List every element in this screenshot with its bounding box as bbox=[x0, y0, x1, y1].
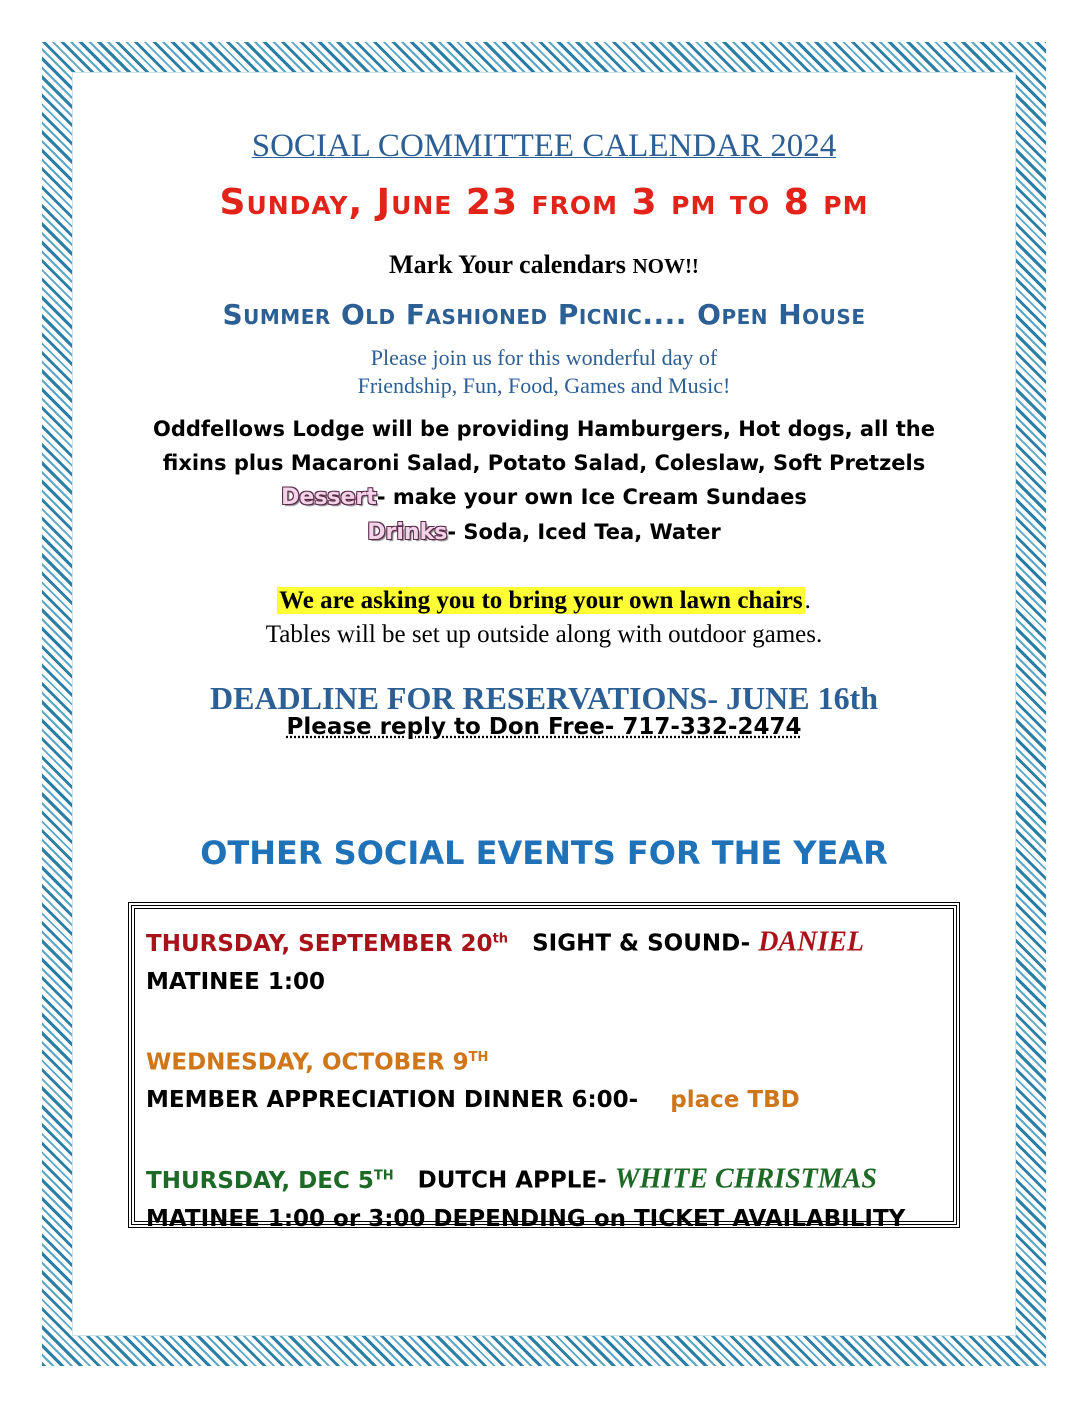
event-2-detail: MEMBER APPRECIATION DINNER 6:00- bbox=[146, 1087, 639, 1114]
event-2-date-sup: TH bbox=[468, 1049, 489, 1065]
invitation-text bbox=[72, 344, 1016, 400]
mark-now: NOW!! bbox=[632, 254, 699, 278]
invitation-line-1: Please join us for this wonderful day of bbox=[370, 345, 718, 370]
event-3-date-sup: TH bbox=[373, 1168, 394, 1184]
reply-contact: Please reply to Don Free- 717-332-2474 bbox=[286, 714, 802, 740]
event-1-date bbox=[146, 931, 508, 957]
dessert-line bbox=[72, 480, 1016, 515]
menu-section bbox=[72, 412, 1016, 550]
mark-text: Mark Your calendars bbox=[389, 250, 633, 279]
dessert-label: Dessert bbox=[281, 485, 377, 510]
other-events-heading: OTHER SOCIAL EVENTS FOR THE YEAR bbox=[200, 834, 888, 872]
drinks-label: Drinks bbox=[367, 520, 448, 545]
event-1-line bbox=[146, 920, 942, 963]
tables-note: Tables will be set up outside along with outdoor games. bbox=[265, 621, 823, 648]
event-date-line: Sunday, June 23 from 3 pm to 8 pm bbox=[219, 182, 869, 223]
event-3-show: WHITE CHRISTMAS bbox=[614, 1163, 877, 1195]
highlighted-request: We are asking you to bring your own lawn chairs bbox=[279, 587, 803, 614]
events-box bbox=[128, 902, 960, 1232]
menu-line-1: Oddfellows Lodge will be providing Hamburgers, Hot dogs, all the bbox=[152, 417, 935, 441]
event-name: Summer Old Fashioned Picnic.... Open House bbox=[222, 298, 866, 331]
event-3-detail: MATINEE 1:00 or 3:00 DEPENDING on TICKET AVAILABILITY bbox=[146, 1205, 906, 1232]
drinks-line bbox=[72, 515, 1016, 550]
event-2-date bbox=[146, 1039, 942, 1082]
event-3-date bbox=[146, 1168, 394, 1194]
dessert-text: - make your own Ice Cream Sundaes bbox=[376, 485, 807, 509]
event-1-detail: MATINEE 1:00 bbox=[146, 968, 326, 995]
request-end: . bbox=[804, 587, 811, 614]
event-1-date-text: THURSDAY, SEPTEMBER 20 bbox=[146, 930, 493, 957]
event-1-date-sup: th bbox=[492, 931, 509, 946]
event-2-date-text: WEDNESDAY, OCTOBER 9 bbox=[146, 1049, 469, 1076]
event-2-place: place TBD bbox=[670, 1087, 800, 1114]
page-title: SOCIAL COMMITTEE CALENDAR 2024 bbox=[251, 128, 837, 164]
event-1-title: SIGHT & SOUND- bbox=[508, 930, 759, 957]
event-2-detail-line bbox=[146, 1081, 942, 1119]
event-3-line bbox=[146, 1157, 942, 1200]
reservation-deadline: DEADLINE FOR RESERVATIONS- JUNE 16th bbox=[209, 680, 879, 716]
invitation-line-2: Friendship, Fun, Food, Games and Music! bbox=[357, 373, 731, 398]
lawn-chairs-note bbox=[72, 587, 1016, 615]
event-1-show: DANIEL bbox=[758, 926, 864, 958]
event-3-title: DUTCH APPLE- bbox=[393, 1167, 615, 1194]
event-3-date-text: THURSDAY, DEC 5 bbox=[146, 1167, 374, 1194]
menu-line-2: fixins plus Macaroni Salad, Potato Salad, Coleslaw, Soft Pretzels bbox=[162, 451, 926, 475]
mark-calendars-line bbox=[72, 250, 1016, 280]
drinks-text: - Soda, Iced Tea, Water bbox=[447, 520, 721, 544]
